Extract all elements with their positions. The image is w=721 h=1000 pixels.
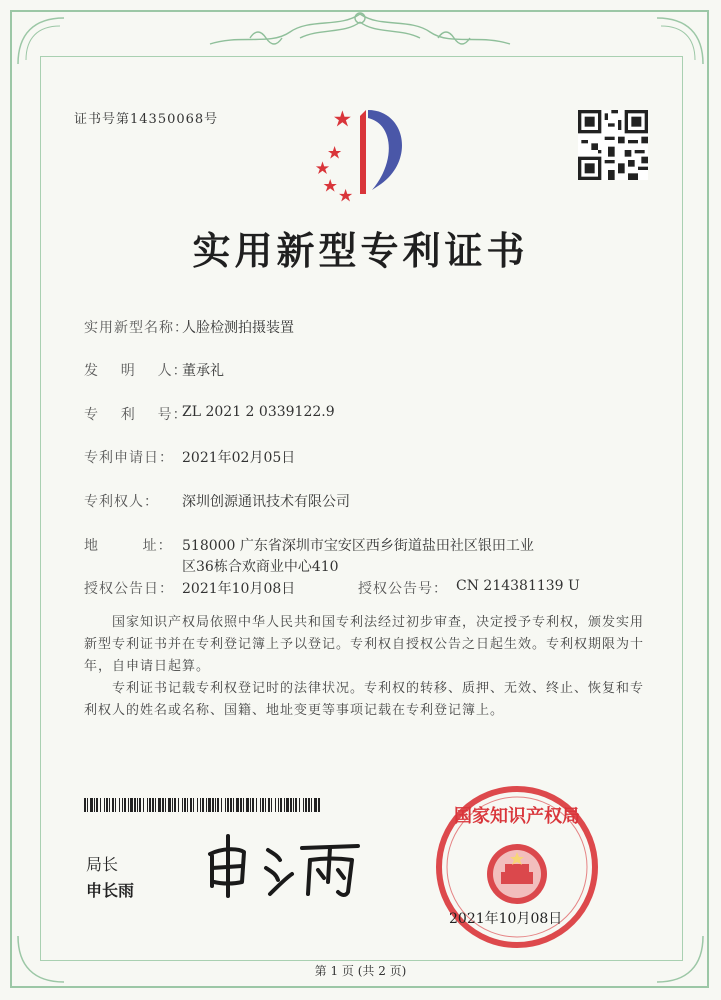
- patent-number-label: 专 利 号：: [84, 407, 188, 423]
- inventor-value: 董承礼: [182, 363, 224, 379]
- grant-statement-paragraph: 国家知识产权局依照中华人民共和国专利法经过初步审查，决定授予专利权，颁发实用新型专利证书并在专利登记簿上予以登记。专利权自授权公告之日起生效。专利权期限为十年，自申请日起算。: [84, 615, 645, 674]
- director-name: 申长雨: [86, 881, 135, 900]
- address-line-1: 518000 广东省深圳市宝安区西乡街道盐田社区银田工业: [182, 538, 534, 554]
- page-number: 第 1 页 (共 2 页): [314, 964, 407, 978]
- certificate-title: 实用新型专利证书: [192, 228, 529, 273]
- address-line-2: 区36栋合欢商业中心410: [182, 559, 339, 575]
- corner-ornament-tr: [647, 14, 707, 74]
- patentee-label: 专利权人：: [84, 494, 159, 510]
- patent-office-emblem-icon: [306, 102, 426, 202]
- legal-status-paragraph: 专利证书记载专利权登记时的法律状况。专利权的转移、质押、无效、终止、恢复和专利权人的姓名或名称、国籍、地址变更等事项记载在专利登记簿上。: [84, 681, 645, 718]
- grant-number-label: 授权公告号：: [358, 581, 448, 597]
- seal-text: 国家知识产权局: [454, 806, 580, 827]
- certificate-number: 证书号第14350068号: [74, 112, 219, 127]
- grant-date-value: 2021年10月08日: [182, 581, 296, 597]
- grant-date-label: 授权公告日：: [84, 581, 174, 597]
- top-ornament: [190, 8, 530, 58]
- seal-date: 2021年10月08日: [449, 911, 563, 927]
- address-label: 地 址：: [84, 538, 173, 554]
- patent-number-value: ZL 2021 2 0339122.9: [182, 404, 335, 420]
- qr-code: [578, 110, 648, 180]
- barcode: [84, 798, 322, 812]
- utility-model-name-value: 人脸检测拍摄装置: [182, 320, 294, 336]
- director-signature: [198, 830, 368, 900]
- corner-ornament-tl: [14, 14, 74, 74]
- filing-date-label: 专利申请日：: [84, 450, 174, 466]
- inventor-label: 发 明 人：: [84, 363, 188, 379]
- director-title: 局长: [86, 855, 119, 874]
- grant-number-value: CN 214381139 U: [456, 578, 580, 594]
- filing-date-value: 2021年02月05日: [182, 450, 296, 466]
- patentee-value: 深圳创源通讯技术有限公司: [182, 494, 350, 510]
- utility-model-name-label: 实用新型名称：: [84, 320, 189, 336]
